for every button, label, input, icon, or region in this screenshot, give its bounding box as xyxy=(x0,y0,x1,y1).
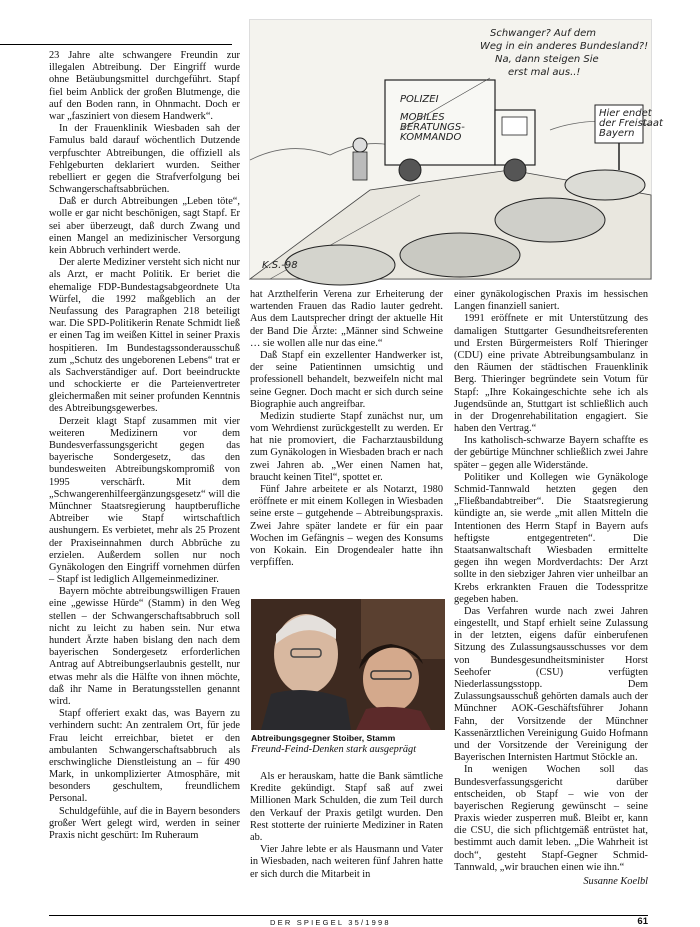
sign-line: Hier endet xyxy=(599,108,652,119)
paragraph: Vier Jahre lebte er als Hausmann und Vater in Wiesbaden, nach weiteren fünf Jahren hatte er sich durch die Mitarbeit in xyxy=(250,844,443,880)
paragraph: Politiker und Kollegen wie Gynäkologe Schmid-Tannwald hetzten gegen den „Fließbandabtreiber“. Die Staatsregierung kündigte an, sie werde „mit allen Mitteln die Intentionen des Herrn Stapf in Bayern aufs heftigste entgegentreten“. Die Staatsanwaltschaft Wiesbaden ermittelte gegen ihn wegen Mordverdachts: Der Arzt sollte in den siebziger Jahren vier unheilbar an Krebs erkrankten Frauen die Todesspritze gegeben haben. xyxy=(454,471,648,605)
footer-rule xyxy=(49,915,648,916)
paragraph: 23 Jahre alte schwangere Freundin zur illegalen Abtreibung. Der Eingriff wurde ohne Betäubungsmittel durchgeführt. Stapf fiel beim Anblick der großen Blutmenge, die auf den Boden rann, in Ohnmacht. Doch er war „fasziniert von diesem Handwerk“. xyxy=(49,50,240,122)
paragraph: Daß Stapf ein exzellenter Handwerker ist, der seine Patientinnen umsichtig und professionell behandelt, bezweifeln nicht mal seine Gegner. Doch macht er sich durch seine Biographie auch angreifbar. xyxy=(250,349,443,410)
paragraph: Schuldgefühle, auf die in Bayern besonders großer Wert gelegt wird, werden in seiner Praxis nicht geschürt: Im Ruheraum xyxy=(49,805,240,841)
paragraph: Medizin studierte Stapf zunächst nur, um vom Wehrdienst zurückgestellt zu werden. Er hat nie promoviert, die Facharztausbildung zum Gynäkologen in Wiesbaden brach er nach zwei Jahren ab. „Wer einen Namen hat, braucht keinen Titel“, spottet er. xyxy=(250,410,443,483)
magazine-footer: DER SPIEGEL 35/1998 xyxy=(270,918,391,927)
speech-line: Weg in ein anderes Bundesland?! xyxy=(480,41,649,52)
speech-line: Schwanger? Auf dem xyxy=(490,28,597,39)
sign-line: Bayern xyxy=(599,128,635,139)
paragraph: In der Frauenklinik Wiesbaden sah der Famulus bald darauf wöchentlich Dutzende verpfuschter Abtreibungen, die offiziell als Fehlgeburten deklariert wurden. Seither rebelliert er gegen die Strafverfolgung bei Schwangerschaftsabbrüchen. xyxy=(49,123,240,196)
sign-line: der Freistaat xyxy=(599,118,663,129)
paragraph: 1991 eröffnete er mit Unterstützung des damaligen Stuttgarter Gesundheitsreferenten und Ersten Bürgermeisters Rolf Thieringer (CDU) eine private Abtreibungsambulanz in den Räumen der städtischen Frauenklinik Berg. Thieringer begründete sein Votum für Stapf: „Ihre Kokaingeschichte sehe ich als Jugendsünde an, Stuttgart ist schließlich auch in der Drogenrehabilitation engagiert. Sie haben den Vertrag.“ xyxy=(454,313,648,435)
speech-line: erst mal aus..! xyxy=(508,67,581,78)
paragraph: In wenigen Wochen soll das Bundesverfassungsgericht darüber entscheiden, ob Stapf – wie von der bayerischen Regierung gewünscht – seine Praxis wieder zusperren muß. Bleibt er, kann die CSU, die sich pflichtgemäß entrüstet hat, bestimmt auch damit leben. „Die Wahrheit ist doch“, gesteht Stapf-Gegner Schmid-Tannwald, „wir brauchen einen wie ihn.“ xyxy=(454,764,648,873)
truck-subline: KOMMANDO xyxy=(400,132,462,143)
article-column-1 xyxy=(49,50,240,842)
paragraph: einer gynäkologischen Praxis im hessischen Langen finanziell saniert. xyxy=(454,289,648,313)
speech-line: Na, dann steigen Sie xyxy=(495,54,599,65)
header-rule xyxy=(0,44,232,45)
paragraph: Bayern möchte abtreibungswilligen Frauen eine „gewisse Hürde“ (Stamm) in den Weg stellen – der Schwangerschaftsabbruch soll nicht zu leicht zu haben sein. Nur etwa hundert Ärzte haben bislang den nach dem bayerischen Sondergesetz erforderlichen Antrag auf Abtreibungserlaubnis gestellt, nur etwas mehr als die Hälfte von ihnen möchte, daß ihr Name in Beratungsstellen genannt wird. xyxy=(49,586,240,707)
truck-label: POLIZEI xyxy=(400,94,439,105)
photo-subcaption: Freund-Feind-Denken stark ausgeprägt xyxy=(251,744,417,755)
page-number: 61 xyxy=(637,916,648,927)
paragraph: Fünf Jahre arbeitete er als Notarzt, 1980 eröffnete er mit einem Kollegen in Wiesbaden seine erste – gutgehende – Abtreibungspraxis. Zwei Jahre später landete er für ein paar Wochen im Gefängnis – wegen des Konsums von Kokain. Ein Drogendealer hatte ihn verpfiffen. xyxy=(250,484,443,569)
paragraph: hat Arzthelferin Verena zur Erheiterung der wartenden Frauen das Radio lauter gedreht. Aus dem Lautsprecher dringt der aktuelle Hit der Band Die Ärzte: „Männer sind Schweine … sie wollen alle nur das eine.“ xyxy=(250,289,443,349)
paragraph: Derzeit klagt Stapf zusammen mit vier weiteren Medizinern vor dem Bundesverfassungsgericht gegen das bayerische Sondergesetz, das den bundesweiten Abtreibungskompromiß von 1995 verschärft. Mit dem „Schwangerenhilfeergänzungsgesetz“ will die Münchner Staatsregierung hauptberufliche Abtreiber wie Stapf wirtschaftlich aushungern. Es verbietet, mehr als 25 Prozent der Praxiseinnahmen durch Abbrüche zu erzielen. Außerdem sollen nur noch Gynäkologen den Eingriff vornehmen dürfen – Stapf ist lediglich Allgemeinmediziner. xyxy=(49,415,240,586)
article-column-2-lower xyxy=(250,771,443,881)
paragraph: Stapf offeriert exakt das, was Bayern zu verhindern sucht: An zentralem Ort, für jede Frau leicht erreichbar, bietet er den ambulanten Schwangerschaftsabbruch als erschwingliche Dienstleistung an – für 490 Mark, in unkomplizierter Atmosphäre, mit besonders geschultem, freundlichem Personal. xyxy=(49,708,240,805)
truck-subline: BERATUNGS- xyxy=(400,122,465,133)
paragraph: Ins katholisch-schwarze Bayern schaffte es der gebürtige Münchner schließlich zwei Jahre später – gegen alle Widerstände. xyxy=(454,435,648,471)
paragraph: Der alerte Mediziner versteht sich nicht nur als Arzt, er macht Politik. Er beriet die ehemalige FDP-Bundestagsabgeordnete Uta Würfel, die 1992 maßgeblich an der Neufassung des Paragraphen 218 beteiligt war. Die SPD-Politikerin Renate Schmidt ließ er einen Tag im weißen Kittel in seiner Praxis hospitieren. Im Bundestagssonderausschuß zum „Schutz des ungeborenen Lebens“ trat er als Sachverständiger auf. Dort beeindruckte und schockierte er die Parteienvertreter gleichermaßen mit seiner profunden Kenntnis des Abtreibungsgewerbes. xyxy=(49,257,240,415)
artist-signature: K.S.-98 xyxy=(262,260,298,271)
article-column-3 xyxy=(454,289,648,888)
photo-stoiber-stamm xyxy=(251,599,445,730)
paragraph: Das Verfahren wurde nach zwei Jahren eingestellt, und Stapf erhielt seine Zulassung in der letzten, eigens dafür einberufenen Sitzung des Zulassungsausschusses vor dem von Bundesgesundheitsminister Horst Seehofer (CSU) verfügten Niederlassungsstopp. Dem Zulassungsausschuß gehörten damals auch der Münchner AOK-Geschäftsführer Johann Fahn, der Vorsitzende der Münchner Kassenärztlichen Vereinigung Guido Hofmann und der Vorsitzende der Vereinigung der Bayerischen Internisten Hartmut Stöckle an. xyxy=(454,605,648,764)
truck-subline: MOBILES xyxy=(400,112,445,123)
article-column-2 xyxy=(250,289,443,569)
paragraph: Als er herauskam, hatte die Bank sämtliche Kredite gekündigt. Stapf saß auf zwei Millionen Mark Schulden, die zum Teil durch den Verkauf der Praxis getilgt wurden. Den Rest stotterte der ruinierte Mediziner in Raten ab. xyxy=(250,771,443,843)
cartoon-illustration xyxy=(249,19,663,280)
photo-caption: Abtreibungsgegner Stoiber, Stamm xyxy=(251,733,396,743)
paragraph: Daß er durch Abtreibungen „Leben töte“, wolle er gar nicht beschönigen, sagt Stapf. Er sei aber überzeugt, daß durch Zwang und einen Mangel an medizinischer Versorgung kein Abbruch verhindert werde. xyxy=(49,196,240,256)
author-signature: Susanne Koelbl xyxy=(583,876,648,887)
